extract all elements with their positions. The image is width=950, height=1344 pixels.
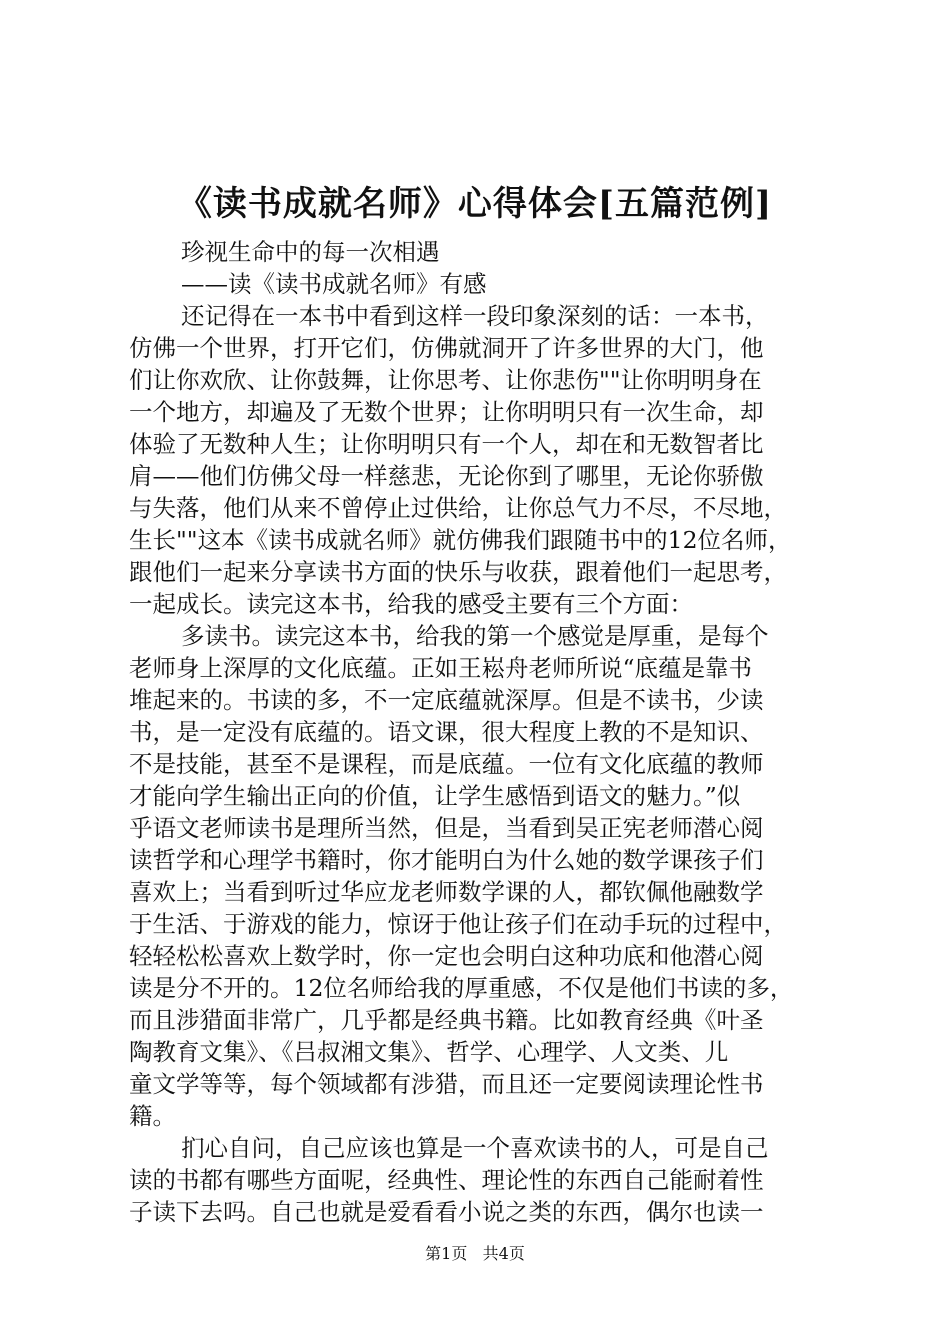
body-lines [129, 300, 835, 1228]
text-line: 肩——他们仿佛父母一样慈悲，无论你到了哪里，无论你骄傲 [129, 462, 764, 490]
text-line: 才能向学生输出正向的价值，让学生感悟到语文的魅力。”似 [129, 782, 741, 810]
text-line: 童文学等等，每个领域都有涉猎，而且还一定要阅读理论性书 [129, 1070, 764, 1098]
text-line: 不是技能，甚至不是课程，而是底蕴。一位有文化底蕴的教师 [129, 750, 764, 778]
text-line: 读的书都有哪些方面呢，经典性、理论性的东西自己能耐着性 [129, 1166, 764, 1194]
footer-gap [472, 1244, 477, 1263]
text-line: 们让你欢欣、让你鼓舞，让你思考、让你悲伤""让你明明身在 [129, 366, 762, 394]
text-line: 读哲学和心理学书籍时，你才能明白为什么她的数学课孩子们 [129, 846, 764, 874]
text-line: 于生活、于游戏的能力，惊讶于他让孩子们在动手玩的过程中， [129, 910, 787, 938]
text-line: 书，是一定没有底蕴的。语文课，很大程度上教的不是知识、 [129, 718, 764, 746]
text-line: 轻轻松松喜欢上数学时，你一定也会明白这种功底和他潜心阅 [129, 942, 764, 970]
text-line: 跟他们一起来分享读书方面的快乐与收获，跟着他们一起思考， [129, 558, 787, 586]
text-line: 一起成长。读完这本书，给我的感受主要有三个方面： [129, 590, 693, 618]
text-line: 一个地方，却遍及了无数个世界；让你明明只有一次生命，却 [129, 398, 764, 426]
text-line: 籍。 [129, 1102, 176, 1130]
text-line: 子读下去吗。自己也就是爱看看小说之类的东西，偶尔也读一 [129, 1198, 764, 1226]
text-line: 读是分不开的。12位名师给我的厚重感，不仅是他们书读的多， [129, 974, 794, 1002]
text-line: 体验了无数种人生；让你明明只有一个人，却在和无数智者比 [129, 430, 764, 458]
text-line: 扪心自问，自己应该也算是一个喜欢读书的人，可是自己 [181, 1134, 769, 1162]
text-line: 陶教育文集》、《吕叔湘文集》、哲学、心理学、人文类、儿 [129, 1038, 729, 1066]
page-total: 共4页 [482, 1244, 525, 1263]
text-line: 生长""这本《读书成就名师》就仿佛我们跟随书中的12位名师， [129, 526, 792, 554]
text-line: 老师身上深厚的文化底蕴。正如王崧舟老师所说“底蕴是靠书 [129, 654, 753, 682]
text-line: 仿佛一个世界，打开它们，仿佛就洞开了许多世界的大门，他 [129, 334, 764, 362]
text-line: 与失落，他们从来不曾停止过供给，让你总气力不尽，不尽地， [129, 494, 787, 522]
byline: ——读《读书成就名师》有感 [181, 270, 487, 298]
text-line: 喜欢上；当看到听过华应龙老师数学课的人，都钦佩他融数学 [129, 878, 764, 906]
document-body [129, 236, 835, 1228]
page-number: 第1页 [425, 1244, 468, 1263]
text-line: 还记得在一本书中看到这样一段印象深刻的话：一本书， [181, 302, 769, 330]
page-footer [0, 1242, 950, 1266]
text-line: 堆起来的。书读的多，不一定底蕴就深厚。但是不读书，少读 [129, 686, 764, 714]
text-line: 多读书。读完这本书，给我的第一个感觉是厚重，是每个 [181, 622, 769, 650]
text-line: 乎语文老师读书是理所当然，但是，当看到吴正宪老师潜心阅 [129, 814, 764, 842]
text-line: 而且涉猎面非常广，几乎都是经典书籍。比如教育经典《叶圣 [129, 1006, 764, 1034]
document-title: 《读书成就名师》心得体会[五篇范例] [177, 184, 773, 224]
subtitle: 珍视生命中的每一次相遇 [181, 238, 440, 266]
